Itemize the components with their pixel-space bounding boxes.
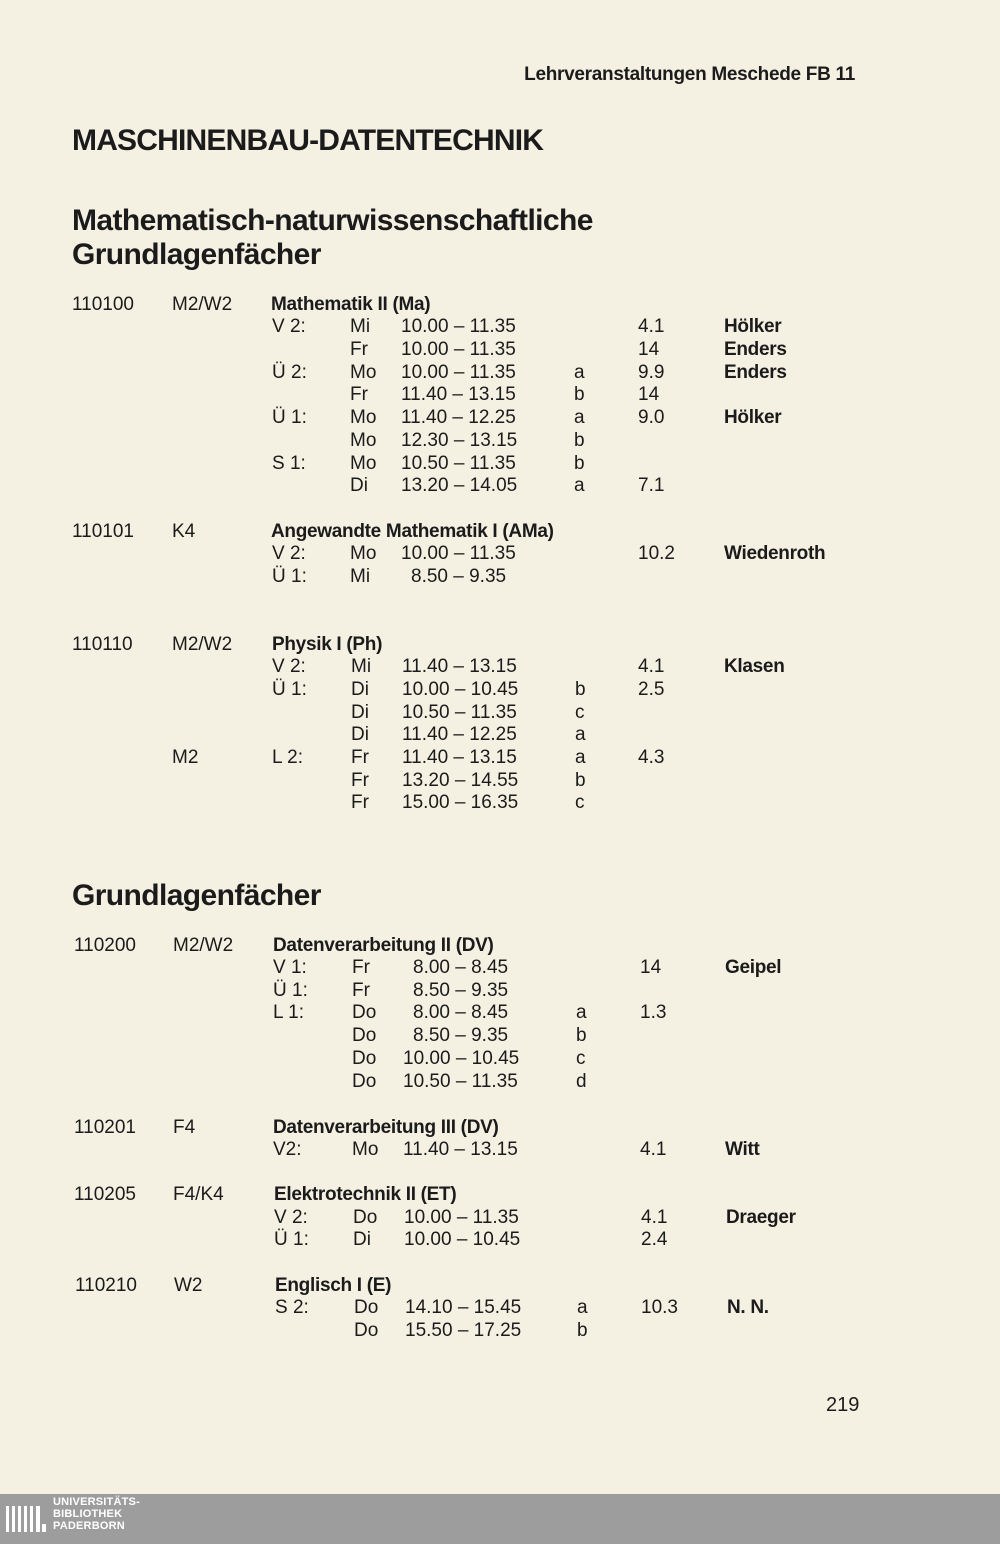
event-room: 9.0	[638, 407, 665, 428]
event-day: Do	[354, 1320, 379, 1341]
library-footer	[0, 1494, 1000, 1544]
subsection-heading: Grundlagenfächer	[72, 879, 321, 912]
event-day: Do	[352, 1048, 377, 1069]
event-time: 11.40 – 13.15	[401, 384, 516, 405]
event-day: Mi	[351, 656, 372, 677]
event-day: Mo	[350, 453, 377, 474]
course-number: 110201	[74, 1117, 136, 1138]
event-time: 14.10 – 15.45	[405, 1297, 522, 1318]
event-type: V2:	[273, 1139, 302, 1160]
event-room: 1.3	[640, 1002, 667, 1023]
event-group: b	[576, 1025, 587, 1046]
event-group: d	[576, 1071, 587, 1092]
event-day: Do	[354, 1297, 379, 1318]
course-code: K4	[172, 521, 196, 542]
event-group: b	[574, 453, 585, 474]
event-time: 10.00 – 10.45	[403, 1048, 520, 1069]
event-time: 8.50 – 9.35	[413, 980, 509, 1001]
library-name-line: UNIVERSITÄTS-	[53, 1496, 140, 1508]
course-title: Datenverarbeitung III (DV)	[273, 1117, 499, 1138]
event-time: 8.00 – 8.45	[413, 957, 509, 978]
event-room: 14	[640, 957, 662, 978]
event-day: Mi	[350, 566, 371, 587]
course-title: Angewandte Mathematik I (AMa)	[271, 521, 554, 542]
event-room: 7.1	[638, 475, 665, 496]
course-title: Physik I (Ph)	[272, 634, 383, 655]
event-type: S 1:	[272, 453, 306, 474]
event-lecturer: Draeger	[726, 1207, 796, 1228]
event-lecturer: Enders	[724, 362, 787, 383]
running-header: Lehrveranstaltungen Meschede FB 11	[524, 64, 855, 85]
course-code: F4	[173, 1117, 196, 1138]
event-lecturer: N. N.	[727, 1297, 769, 1318]
course-number: 110100	[72, 294, 134, 315]
event-day: Mo	[350, 430, 377, 451]
event-time: 8.50 – 9.35	[413, 1025, 509, 1046]
event-group: b	[577, 1320, 588, 1341]
event-type: Ü 1:	[274, 1229, 309, 1250]
event-day: Fr	[352, 957, 370, 978]
event-room: 4.3	[638, 747, 665, 768]
event-room: 9.9	[638, 362, 665, 383]
event-day: Mo	[350, 407, 377, 428]
event-type: V 1:	[273, 957, 307, 978]
section-title: MASCHINENBAU-DATENTECHNIK	[72, 124, 544, 157]
event-time: 10.00 – 10.45	[402, 679, 519, 700]
event-group: a	[574, 362, 585, 383]
event-room: 4.1	[638, 656, 665, 677]
course-code: F4/K4	[173, 1184, 224, 1205]
event-type: V 2:	[272, 316, 306, 337]
event-room: 4.1	[640, 1139, 667, 1160]
event-type: Ü 2:	[272, 362, 307, 383]
event-group: a	[575, 747, 586, 768]
course-code: M2/W2	[172, 634, 233, 655]
event-time: 10.00 – 11.35	[401, 362, 516, 383]
event-type: Ü 1:	[272, 407, 307, 428]
course-title: Mathematik II (Ma)	[271, 294, 431, 315]
event-time: 11.40 – 13.15	[402, 656, 517, 677]
subsection-heading-line2: Grundlagenfächer	[72, 238, 321, 271]
event-lecturer: Hölker	[724, 316, 782, 337]
course-number: 110200	[74, 935, 136, 956]
event-lecturer: Witt	[725, 1139, 760, 1160]
event-time: 13.20 – 14.55	[402, 770, 519, 791]
event-type: Ü 1:	[272, 566, 307, 587]
event-time: 10.50 – 11.35	[403, 1071, 518, 1092]
event-time: 10.00 – 11.35	[401, 339, 516, 360]
event-lecturer: Enders	[724, 339, 787, 360]
course-title: Elektrotechnik II (ET)	[274, 1184, 457, 1205]
event-group: b	[575, 679, 586, 700]
event-type: V 2:	[272, 656, 306, 677]
event-time: 11.40 – 12.25	[401, 407, 516, 428]
event-day: Mo	[352, 1139, 379, 1160]
event-group: a	[576, 1002, 587, 1023]
course-number: 110101	[72, 521, 134, 542]
course-code-secondary: M2	[172, 747, 199, 768]
event-type: V 2:	[272, 543, 306, 564]
event-type: Ü 1:	[273, 980, 308, 1001]
event-room: 14	[638, 384, 660, 405]
event-group: c	[575, 702, 585, 723]
event-day: Mi	[350, 316, 371, 337]
event-group: b	[574, 384, 585, 405]
course-code: W2	[174, 1275, 203, 1296]
course-title: Englisch I (E)	[275, 1275, 392, 1296]
event-day: Fr	[351, 770, 369, 791]
event-day: Fr	[350, 384, 368, 405]
event-day: Do	[352, 1025, 377, 1046]
event-day: Di	[350, 475, 368, 496]
event-day: Mo	[350, 362, 377, 383]
event-type: L 1:	[273, 1002, 304, 1023]
event-time: 10.00 – 11.35	[404, 1207, 519, 1228]
event-room: 2.4	[641, 1229, 668, 1250]
library-name-line: PADERBORN	[53, 1520, 125, 1532]
event-time: 11.40 – 13.15	[402, 747, 517, 768]
event-group: c	[576, 1048, 586, 1069]
event-type: Ü 1:	[272, 679, 307, 700]
event-room: 10.2	[638, 543, 675, 564]
event-group: a	[574, 475, 585, 496]
event-day: Di	[353, 1229, 371, 1250]
event-day: Do	[352, 1002, 377, 1023]
library-name-line: BIBLIOTHEK	[53, 1508, 123, 1520]
event-time: 11.40 – 12.25	[402, 724, 517, 745]
event-time: 15.50 – 17.25	[405, 1320, 522, 1341]
event-group: c	[575, 792, 585, 813]
course-number: 110110	[72, 634, 133, 655]
course-number: 110210	[75, 1275, 137, 1296]
event-time: 10.00 – 11.35	[401, 543, 516, 564]
event-type: V 2:	[274, 1207, 308, 1228]
event-type: S 2:	[275, 1297, 309, 1318]
library-name	[53, 1496, 140, 1532]
event-lecturer: Wiedenroth	[724, 543, 826, 564]
event-day: Di	[351, 679, 369, 700]
event-day: Fr	[352, 980, 370, 1001]
event-room: 4.1	[638, 316, 665, 337]
event-room: 4.1	[641, 1207, 668, 1228]
course-number: 110205	[74, 1184, 136, 1205]
event-time: 13.20 – 14.05	[401, 475, 518, 496]
course-title: Datenverarbeitung II (DV)	[273, 935, 494, 956]
event-time: 8.50 – 9.35	[411, 566, 507, 587]
event-time: 10.50 – 11.35	[402, 702, 517, 723]
event-time: 10.00 – 11.35	[401, 316, 516, 337]
event-time: 11.40 – 13.15	[403, 1139, 518, 1160]
event-room: 10.3	[641, 1297, 678, 1318]
event-time: 12.30 – 13.15	[401, 430, 518, 451]
event-group: a	[577, 1297, 588, 1318]
event-day: Fr	[351, 792, 369, 813]
event-day: Fr	[350, 339, 368, 360]
event-day: Do	[352, 1071, 377, 1092]
event-day: Di	[351, 702, 369, 723]
event-day: Do	[353, 1207, 378, 1228]
course-code: M2/W2	[173, 935, 234, 956]
event-time: 15.00 – 16.35	[402, 792, 519, 813]
event-lecturer: Klasen	[724, 656, 785, 677]
subsection-heading-line1: Mathematisch-naturwissenschaftliche	[72, 204, 593, 237]
page-number: 219	[826, 1394, 860, 1416]
event-time: 8.00 – 8.45	[413, 1002, 509, 1023]
event-lecturer: Geipel	[725, 957, 782, 978]
event-day: Di	[351, 724, 369, 745]
event-type: L 2:	[272, 747, 303, 768]
event-room: 14	[638, 339, 660, 360]
event-group: b	[575, 770, 586, 791]
event-day: Fr	[351, 747, 369, 768]
event-lecturer: Hölker	[724, 407, 782, 428]
event-group: a	[574, 407, 585, 428]
event-time: 10.00 – 10.45	[404, 1229, 521, 1250]
event-group: b	[574, 430, 585, 451]
event-day: Mo	[350, 543, 377, 564]
event-group: a	[575, 724, 586, 745]
library-logo-icon	[6, 1502, 46, 1536]
event-room: 2.5	[638, 679, 665, 700]
event-time: 10.50 – 11.35	[401, 453, 516, 474]
course-code: M2/W2	[172, 294, 233, 315]
